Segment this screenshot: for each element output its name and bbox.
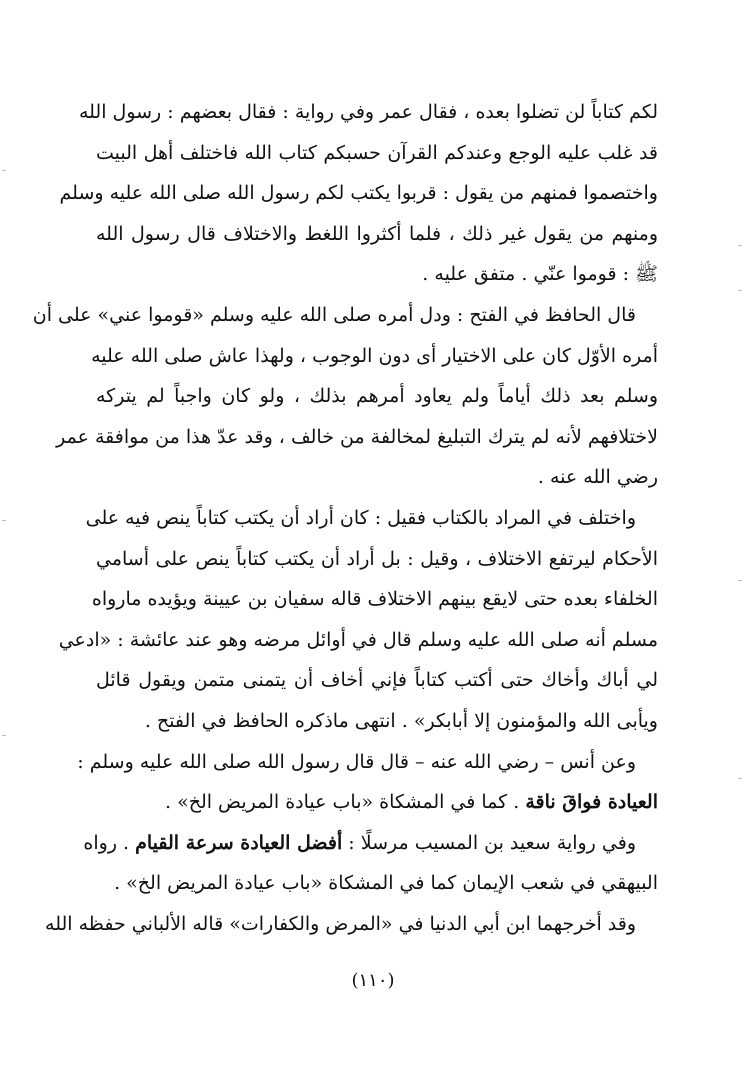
- text-line: ﷺ : قوموا عنّي . متفق عليه .: [422, 263, 658, 286]
- scan-artifact: [738, 778, 742, 779]
- scan-artifact: [2, 520, 6, 521]
- scan-artifact: [2, 170, 6, 171]
- text-line: رضي الله عنه .: [537, 466, 658, 489]
- scan-artifact: [738, 290, 742, 291]
- text-line: الخلفاء بعده حتى لايقع بينهم الاختلاف قاله سفيان بن عيينة ويؤيده مارواه: [91, 588, 658, 611]
- text-line: ويأبى الله والمؤمنون إلا أبابكر» . انتهى ماذكره الحافظ في الفتح .: [144, 709, 658, 732]
- text-line: البيهقي في شعب الإيمان كما في المشكاة «باب عيادة المريض الخ» .: [114, 872, 658, 895]
- text-line: واختلف في المراد بالكتاب فقيل : كان أراد أن يكتب كتاباً ينص فيه على: [85, 506, 636, 529]
- citation-text: . كما في المشكاة «باب عيادة المريض الخ» .: [164, 791, 526, 814]
- scan-artifact: [738, 245, 742, 246]
- text-line: وسلم بعد ذلك أياماً ولم يعاود أمرهم بذلك ، ولو كان واجباً لم يتركه: [96, 385, 658, 408]
- narration-tail: . رواه: [83, 831, 130, 854]
- text-line: لاختلافهم لأنه لم يترك التبليغ لمخالفة من خالف ، وقد عدّ هذا من موافقة عمر: [56, 425, 658, 448]
- text-line: [96, 782, 658, 823]
- hadith-text: العيادة فواقَ ناقة: [525, 791, 658, 814]
- page-number: (١١٠): [351, 970, 395, 991]
- body-text: [32, 92, 658, 944]
- text-line: وعن أنس – رضي الله عنه – قال قال رسول الله صلى الله عليه وسلم :: [77, 750, 636, 773]
- text-line: ومنهم من يقول غير ذلك ، فلما أكثروا اللغط والاختلاف قال رسول الله: [96, 222, 658, 245]
- text-line: واختصموا فمنهم من يقول : قربوا يكتب لكم رسول الله صلى الله عليه وسلم: [59, 182, 658, 205]
- narration-intro: وفي رواية سعيد بن المسيب مرسلًا :: [342, 831, 636, 854]
- text-line: الأحكام ليرتفع الاختلاف ، وقيل : بل أراد أن يكتب كتاباً ينص على أسامي: [96, 547, 658, 570]
- text-line: قال الحافظ في الفتح : ودل أمره صلى الله عليه وسلم «قوموا عني» على أن: [32, 303, 636, 326]
- scan-artifact: [738, 580, 742, 581]
- hadith-text: أفضل العيادة سرعة القيام: [135, 831, 343, 854]
- text-line: وقد أخرجهما ابن أبي الدنيا في «المرض والكفارات» قاله الألباني حفظه الله: [45, 912, 636, 935]
- scan-artifact: [2, 735, 6, 736]
- text-line: لكم كتاباً لن تضلوا بعده ، فقال عمر وفي رواية : فقال بعضهم : رسول الله: [78, 101, 658, 123]
- text-line: أمره الأوّل كان على الاختيار أى دون الوجوب ، ولهذا عاش صلى الله عليه: [91, 344, 658, 367]
- text-line: [83, 823, 658, 864]
- text-line: قد غلب عليه الوجع وعندكم القرآن حسبكم كتاب الله فاختلف أهل البيت: [96, 141, 658, 164]
- text-line: مسلم أنه صلى الله عليه وسلم قال في أوائل مرضه وهو عند عائشة : «ادعي: [58, 628, 658, 651]
- text-line: لي أباك وأخاك حتى أكتب كتاباً فإني أخاف أن يتمنى متمن ويقول قائل: [96, 669, 658, 692]
